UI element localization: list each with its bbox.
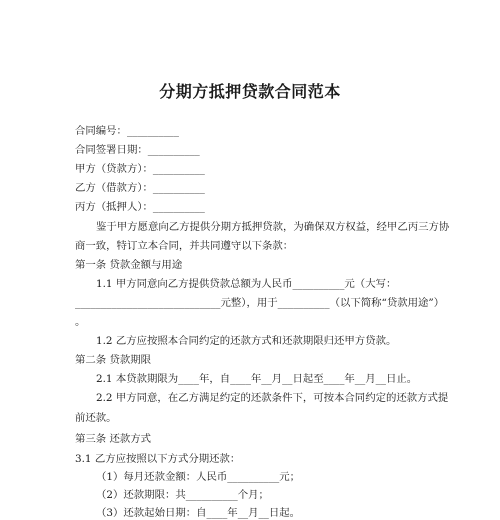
clause-2-2-line-2: 前还款。 [75, 412, 117, 424]
article-3-heading: 第三条 还款方式 [75, 433, 152, 445]
preamble-line-1: 鉴于甲方愿意向乙方提供分期方抵押贷款，为确保双方权益，经甲乙丙三方协 [96, 221, 450, 233]
preamble-line-2: 商一致，特订立本合同，并共同遵守以下条款： [75, 240, 294, 252]
article-2-heading: 第二条 贷款期限 [75, 354, 152, 366]
clause-3-1-line: 3.1 乙方应按照以下方式分期还款： [75, 453, 241, 465]
clause-1-1-line-2: ____________________________元整），用于__________（以下简称“贷款用途”） [75, 297, 445, 309]
clause-2-1-line: 2.1 本贷款期限为____年，自____年__月__日起至____年__月__日止。 [96, 373, 418, 385]
signing-date-line: 合同签署日期：__________ [75, 144, 200, 156]
party-c-line: 丙方（抵押人）：__________ [75, 201, 205, 213]
clause-1-1-line-1: 1.1 甲方同意向乙方提供贷款总额为人民币__________元（大写： [96, 278, 397, 290]
party-a-line: 甲方（贷款方）：__________ [75, 163, 205, 175]
clause-1-2-line: 1.2 乙方应按照本合同约定的还款方式和还款期限归还甲方贷款。 [96, 335, 397, 347]
repayment-item-2: （2）还款期限：共__________个月； [96, 489, 269, 501]
document-title: 分期方抵押贷款合同范本 [159, 82, 341, 101]
clause-2-2-line-1: 2.2 甲方同意，在乙方满足约定的还款条件下，可按本合同约定的还款方式提 [96, 392, 449, 404]
clause-1-1-line-3: 。 [75, 316, 86, 328]
article-1-heading: 第一条 贷款金额与用途 [75, 259, 183, 271]
repayment-item-1: （1）每月还款金额：人民币__________元； [96, 471, 301, 483]
contract-number-line: 合同编号：__________ [75, 125, 179, 137]
repayment-item-3: （3）还款起始日期：自____年__月__日起。 [96, 507, 301, 519]
party-b-line: 乙方（借款方）：__________ [75, 182, 205, 194]
